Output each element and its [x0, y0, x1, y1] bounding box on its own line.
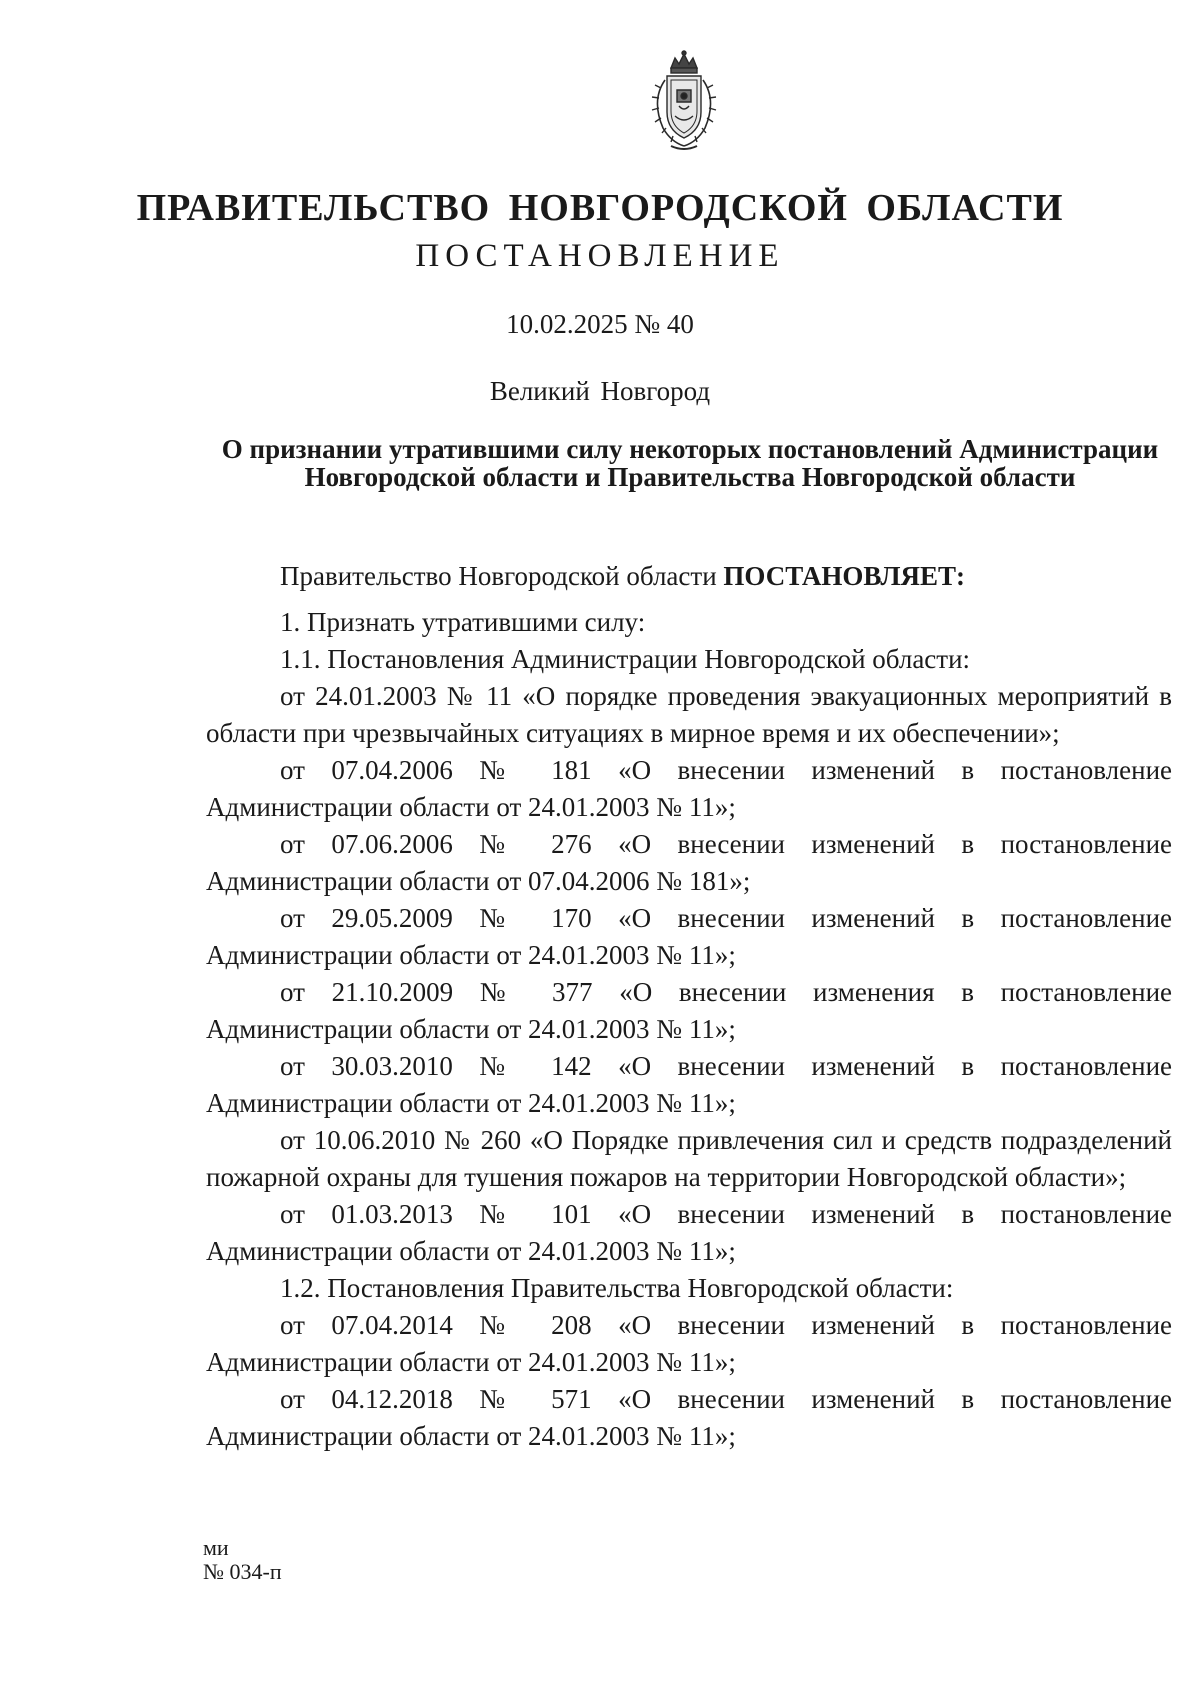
document-subject — [200, 435, 1180, 491]
reference-item: от 01.03.2013 № 101 «О внесении изменений в постановление Администрации области от 24.01.2003 № 11»; — [206, 1199, 1172, 1266]
document-footer — [203, 1536, 282, 1584]
paragraph-1-1: 1.1. Постановления Администрации Новгородской области: — [280, 644, 971, 674]
place-of-issue: Великий Новгород — [489, 376, 711, 406]
reference-item: от 24.01.2003 № 11 «О порядке проведения эвакуационных мероприятий в области при чрезвычайных ситуациях в мирное время и их обеспечении»; — [206, 681, 1172, 748]
subject-line-2: Новгородской области и Правительства Новгородской области — [304, 462, 1076, 492]
references-1-1 — [206, 678, 1172, 1270]
document-kind: ПОСТАНОВЛЕНИЕ — [415, 238, 785, 274]
reference-item: от 04.12.2018 № 571 «О внесении изменений в постановление Администрации области от 24.01.2003 № 11»; — [206, 1384, 1172, 1451]
paragraph-1-2: 1.2. Постановления Правительства Новгородской области: — [280, 1273, 954, 1303]
executor-initials: ми — [203, 1535, 229, 1560]
references-1-2 — [206, 1307, 1172, 1455]
document-body — [206, 558, 1172, 1455]
reference-item: от 30.03.2010 № 142 «О внесении изменений в постановление Администрации области от 24.01.2003 № 11»; — [206, 1051, 1172, 1118]
coat-of-arms-icon — [641, 50, 727, 154]
registration-code: № 034-п — [203, 1559, 282, 1584]
subject-line-1: О признании утратившими силу некоторых постановлений Администрации — [221, 434, 1159, 464]
paragraph-1: 1. Признать утратившими силу: — [280, 607, 646, 637]
intro-text: Правительство Новгородской области — [280, 561, 724, 591]
intro-resolves: ПОСТАНОВЛЯЕТ: — [723, 561, 965, 591]
government-title: ПРАВИТЕЛЬСТВО НОВГОРОДСКОЙ ОБЛАСТИ — [136, 187, 1064, 229]
reference-item: от 07.06.2006 № 276 «О внесении изменений в постановление Администрации области от 07.04.2006 № 181»; — [206, 829, 1172, 896]
reference-item: от 10.06.2010 № 260 «О Порядке привлечения сил и средств подразделений пожарной охраны для тушения пожаров на территории Новгородской области»; — [206, 1125, 1172, 1192]
reference-item: от 21.10.2009 № 377 «О внесении изменения в постановление Администрации области от 24.01.2003 № 11»; — [206, 977, 1172, 1044]
date-and-number: 10.02.2025 № 40 — [506, 309, 694, 339]
intro-paragraph — [206, 558, 1172, 595]
reference-item: от 29.05.2009 № 170 «О внесении изменений в постановление Администрации области от 24.01.2003 № 11»; — [206, 903, 1172, 970]
reference-item: от 07.04.2006 № 181 «О внесении изменений в постановление Администрации области от 24.01.2003 № 11»; — [206, 755, 1172, 822]
reference-item: от 07.04.2014 № 208 «О внесении изменений в постановление Администрации области от 24.01.2003 № 11»; — [206, 1310, 1172, 1377]
